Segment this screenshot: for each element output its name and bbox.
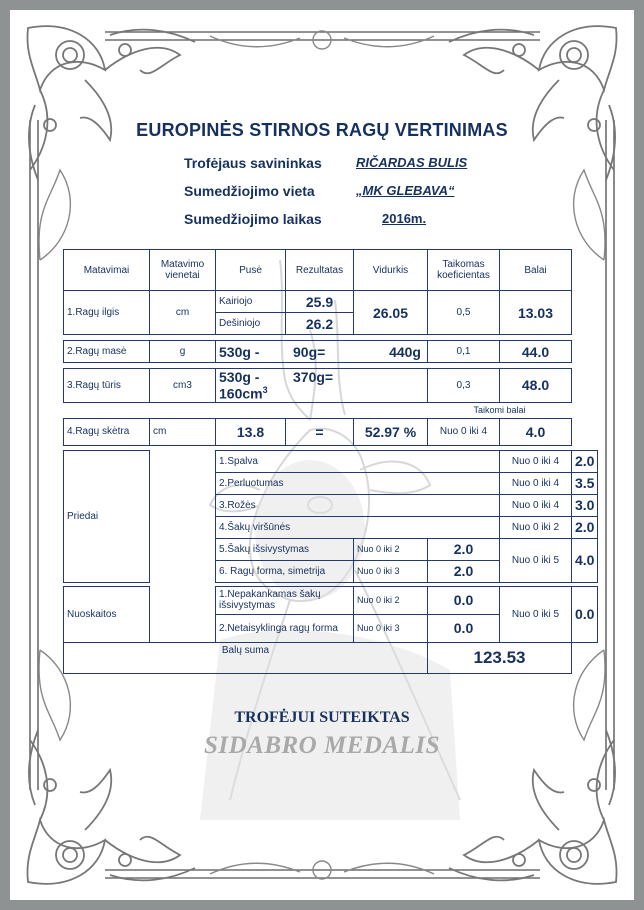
- mass-formula-b: 90g=: [293, 343, 326, 360]
- total-label: Balų suma: [64, 642, 428, 673]
- insufficient-label: 1.Nepakankamas šakų išsivystymas: [216, 586, 354, 614]
- irregular-range: Nuo 0 iki 3: [354, 614, 428, 642]
- applied-points-row: [64, 402, 598, 418]
- time-value: 2016m.: [382, 211, 427, 226]
- deductions-row-1: [64, 586, 598, 614]
- volume-result: [219, 385, 285, 402]
- shape-symmetry-label: 6. Ragų forma, simetrija: [216, 560, 354, 582]
- extras-item-2-label: 2.Perluotumas: [216, 472, 500, 494]
- deductions-combined-range: Nuo 0 iki 5: [500, 586, 572, 642]
- length-coef: 0,5: [428, 291, 500, 335]
- extras-combined-range: Nuo 0 iki 5: [500, 538, 572, 582]
- place-label: Sumedžiojimo vieta: [184, 183, 315, 199]
- mass-unit: g: [150, 341, 216, 363]
- volume-row: [64, 369, 598, 403]
- irregular-value: 0.0: [428, 614, 500, 642]
- branch-development-label: 5.Šakų išsivystymas: [216, 538, 354, 560]
- volume-points: 48.0: [500, 369, 572, 403]
- extras-item-2-range: Nuo 0 iki 4: [500, 472, 572, 494]
- volume-result-value: 160cm: [219, 385, 263, 402]
- header-measures: Matavimai: [64, 250, 150, 291]
- mass-formula-a: 530g -: [219, 343, 260, 360]
- extras-item-3-points: 3.0: [572, 494, 598, 516]
- length-left-label: Kairiojo: [216, 291, 286, 313]
- extras-label: Priedai: [64, 450, 150, 582]
- length-label: 1.Ragų ilgis: [64, 291, 150, 335]
- place-value: „MK GLEBAVA“: [356, 183, 455, 198]
- length-left-value: 25.9: [286, 291, 354, 313]
- extras-item-4-points: 2.0: [572, 516, 598, 538]
- header-average: Vidurkis: [354, 250, 428, 291]
- extras-item-1-range: Nuo 0 iki 4: [500, 450, 572, 472]
- length-right-label: Dešiniojo: [216, 313, 286, 335]
- applied-points-label: Taikomi balai: [473, 405, 526, 416]
- length-points: 13.03: [500, 291, 572, 335]
- extras-row-1: [64, 450, 598, 472]
- shape-symmetry-range: Nuo 0 iki 3: [354, 560, 428, 582]
- length-unit: cm: [150, 291, 216, 335]
- owner-value: RIČARDAS BULIS: [356, 155, 468, 170]
- volume-label: 3.Ragų tūris: [64, 369, 150, 403]
- extras-item-1-label: 1.Spalva: [216, 450, 500, 472]
- award-line-1: TROFĖJUI SUTEIKTAS: [234, 709, 410, 726]
- irregular-label: 2.Netaisyklinga ragų forma: [216, 614, 354, 642]
- mass-points: 44.0: [500, 341, 572, 363]
- extras-item-4-range: Nuo 0 iki 2: [500, 516, 572, 538]
- volume-result-sup: 3: [262, 385, 268, 395]
- total-row: [64, 642, 598, 673]
- length-average: 26.05: [354, 291, 428, 335]
- extras-item-3-label: 3.Rožės: [216, 494, 500, 516]
- scoring-table: [63, 249, 598, 674]
- spread-unit: cm: [150, 418, 216, 445]
- header-results: Rezultatas: [286, 250, 354, 291]
- length-right-value: 26.2: [286, 313, 354, 335]
- extras-combined-points: 4.0: [572, 538, 598, 582]
- award-medal: SIDABRO MEDALIS: [203, 732, 441, 759]
- volume-coef: 0,3: [428, 369, 500, 403]
- extras-item-1-points: 2.0: [572, 450, 598, 472]
- deductions-combined-points: 0.0: [572, 586, 598, 642]
- header-points: Balai: [500, 250, 572, 291]
- volume-formula-a: 530g -: [219, 369, 260, 385]
- time-label: Sumedžiojimo laikas: [184, 211, 322, 227]
- mass-label: 2.Ragų masė: [64, 341, 150, 363]
- volume-formula-b: 370g=: [293, 369, 334, 385]
- header-row: [64, 250, 598, 291]
- spread-percent: 52.97 %: [354, 418, 428, 445]
- certificate-page: [10, 10, 634, 900]
- mass-row: [64, 341, 598, 363]
- branch-development-range: Nuo 0 iki 2: [354, 538, 428, 560]
- mass-formula: [216, 341, 428, 363]
- length-row-left: [64, 291, 598, 313]
- owner-label: Trofėjaus savininkas: [184, 155, 322, 171]
- spread-range: Nuo 0 iki 4: [428, 418, 500, 445]
- branch-development-value: 2.0: [428, 538, 500, 560]
- mass-coef: 0,1: [428, 341, 500, 363]
- header-side: Pusė: [216, 250, 286, 291]
- spread-points: 4.0: [500, 418, 572, 445]
- total-value: 123.53: [428, 642, 572, 673]
- deductions-label: Nuoskaitos: [64, 586, 150, 642]
- extras-item-2-points: 3.5: [572, 472, 598, 494]
- spread-row: [64, 418, 598, 445]
- page-title: EUROPINĖS STIRNOS RAGŲ VERTINIMAS: [136, 120, 508, 140]
- header-coef: Taikomas koeficientas: [428, 250, 500, 291]
- insufficient-value: 0.0: [428, 586, 500, 614]
- spread-eq: =: [286, 418, 354, 445]
- header-units: Matavimo vienetai: [150, 250, 216, 291]
- shape-symmetry-value: 2.0: [428, 560, 500, 582]
- extras-item-4-label: 4.Šakų viršūnės: [216, 516, 500, 538]
- extras-item-3-range: Nuo 0 iki 4: [500, 494, 572, 516]
- spread-value: 13.8: [216, 418, 286, 445]
- volume-formula: [216, 369, 428, 403]
- mass-result: 440g: [389, 343, 421, 360]
- volume-unit: cm3: [150, 369, 216, 403]
- spread-label: 4.Ragų skėtra: [64, 418, 150, 445]
- insufficient-range: Nuo 0 iki 2: [354, 586, 428, 614]
